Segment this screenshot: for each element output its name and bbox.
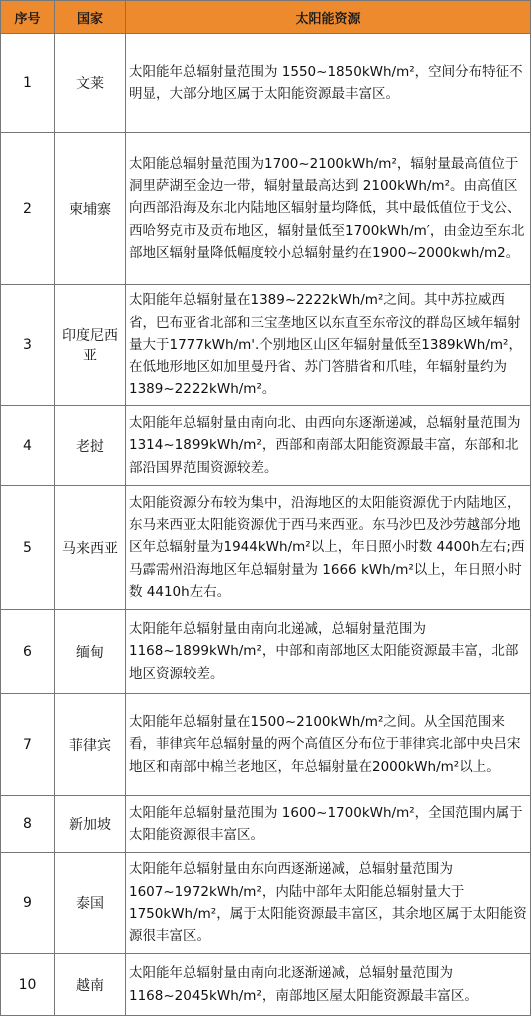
row-description: 太阳能资源分布较为集中，沿海地区的太阳能资源优于内陆地区，东马来西亚太阳能资源优于西马来西亚。东马沙巴及沙劳越部分地区年总辐射量为1944kWh/m²以上，年日照小时数 4400h左右;西马霹需州沿海地区年总辐射量为 1666 kWh/m²以上，年日照小时数 4410h左右。 xyxy=(126,486,531,610)
row-number: 10 xyxy=(1,954,55,1016)
row-country: 菲律宾 xyxy=(55,694,126,796)
row-number: 3 xyxy=(1,285,55,406)
row-description: 太阳能年总辐射量由南向北逐渐递减，总辐射量范围为1168~2045kWh/m²，南部地区屋太阳能资源最丰富区。 xyxy=(126,954,531,1016)
table-row xyxy=(1,486,531,610)
table-row xyxy=(1,133,531,285)
row-country: 越南 xyxy=(55,954,126,1016)
row-description: 太阳能年总辐射量在1389~2222kWh/m²之间。其中苏拉威西省，巴布亚省北部和三宝垄地区以东直至东帝汶的群岛区域年辐射量大于1777kWh/m'.个别地区山区年辐射量低至1389kWh/m²，在低地形地区如加里曼丹省、苏门答腊省和爪哇，年辐射量约为 1389~2222kWh/m²。 xyxy=(126,285,531,406)
row-description: 太阳能总辐射量范围为1700~2100kWh/m²，辐射量最高值位于洞里萨湖至金边一带，辐射量最高达到 2100kWh/m²。由高值区向西部沿海及东北内陆地区辐射量均降低，其中最低值位于戈公、西哈努克市及贡布地区，辐射量低至1700kWh/m′，由金边至东北部地区辐射量降低幅度较小总辐射量约在1900~2000kwh/m2。 xyxy=(126,133,531,285)
header-solar-resource: 太阳能资源 xyxy=(126,1,531,34)
row-country: 印度尼西亚 xyxy=(55,285,126,406)
header-country: 国家 xyxy=(55,1,126,34)
row-description: 太阳能年总辐射量由南向北、由西向东逐渐递减，总辐射量范围为1314~1899kWh/m²，西部和南部太阳能资源最丰富，东部和北部沿国界范围资源较差。 xyxy=(126,406,531,486)
row-number: 6 xyxy=(1,610,55,694)
row-country: 文莱 xyxy=(55,34,126,133)
row-description: 太阳能年总辐射量范围为 1600~1700kWh/m²，全国范围内属于太阳能资源很丰富区。 xyxy=(126,796,531,853)
row-description: 太阳能年总辐射量范围为 1550~1850kWh/m²，空间分布特征不明显，大部分地区属于太阳能资源最丰富区。 xyxy=(126,34,531,133)
row-country: 新加坡 xyxy=(55,796,126,853)
table-row xyxy=(1,694,531,796)
table-row xyxy=(1,610,531,694)
row-number: 8 xyxy=(1,796,55,853)
row-country: 柬埔寨 xyxy=(55,133,126,285)
row-number: 7 xyxy=(1,694,55,796)
table-row xyxy=(1,285,531,406)
header-row xyxy=(1,1,531,34)
table-row xyxy=(1,853,531,954)
row-description: 太阳能年总辐射量在1500~2100kWh/m²之间。从全国范围来看，菲律宾年总辐射量的两个高值区分布位于菲律宾北部中央吕宋地区和南部中棉兰老地区，年总辐射量在2000kWh/m²以上。 xyxy=(126,694,531,796)
row-number: 5 xyxy=(1,486,55,610)
row-country: 泰国 xyxy=(55,853,126,954)
table-row xyxy=(1,406,531,486)
table-row xyxy=(1,954,531,1016)
row-number: 4 xyxy=(1,406,55,486)
row-country: 老挝 xyxy=(55,406,126,486)
row-description: 太阳能年总辐射量由东向西逐渐递减，总辐射量范围为1607~1972kWh/m²，内陆中部年太阳能总辐射量大于1750kWh/m²，属于太阳能资源最丰富区，其余地区属于太阳能资源很丰富区。 xyxy=(126,853,531,954)
row-description: 太阳能年总辐射量由南向北递减，总辐射量范围为1168~1899kWh/m²，中部和南部地区太阳能资源最丰富，北部地区资源较差。 xyxy=(126,610,531,694)
row-country: 缅甸 xyxy=(55,610,126,694)
table-row xyxy=(1,34,531,133)
table-row xyxy=(1,796,531,853)
row-number: 1 xyxy=(1,34,55,133)
header-number: 序号 xyxy=(1,1,55,34)
row-number: 2 xyxy=(1,133,55,285)
row-country: 马来西亚 xyxy=(55,486,126,610)
row-number: 9 xyxy=(1,853,55,954)
